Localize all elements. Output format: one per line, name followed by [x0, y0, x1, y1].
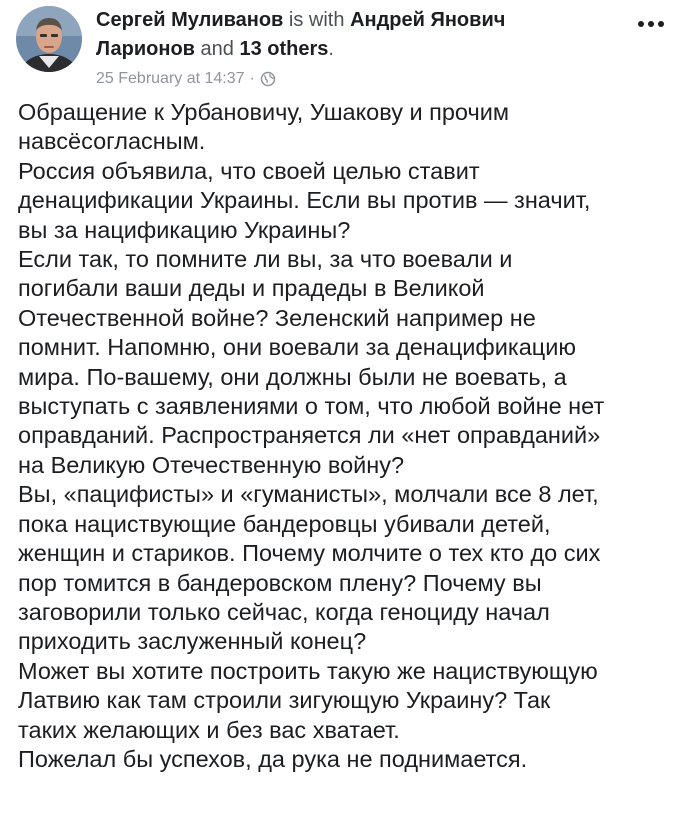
- post-paragraph: Если так, то помните ли вы, за что воевали и погибали ваши деды и прадеды в Великой Отечественной войне? Зеленский например не помнит. Напомню, они воевали за денацификацию мира. По-вашему, они должны были не воевать, а выступать с заявлениями о том, что любой войне нет оправданий. Распространяется ли «нет оправданий» на Великую Отечественную войну?: [18, 246, 605, 478]
- is-with-text: is with: [288, 9, 345, 31]
- post-paragraph: Россия объявила, что своей целью ставит денацификации Украины. Если вы против — значит, вы за нацификацию Украины?: [18, 157, 591, 243]
- meta-separator: ·: [249, 70, 255, 87]
- more-options-icon-dot: [648, 21, 654, 27]
- more-options-button[interactable]: [631, 10, 671, 38]
- post-paragraph: Обращение к Урбановичу, Ушакову и прочим навсёсогласным.: [18, 99, 510, 155]
- avatar-photo-icon: [16, 6, 82, 72]
- others-link[interactable]: 13 others: [239, 38, 329, 60]
- globe-icon[interactable]: [260, 71, 276, 87]
- and-text: and: [200, 38, 234, 60]
- post-paragraph: Пожелал бы успехов, да рука не поднимается.: [18, 745, 528, 772]
- author-avatar[interactable]: [16, 6, 82, 72]
- tagged-person-link[interactable]: Андрей Янович Ларионов: [96, 9, 506, 60]
- post-paragraph: Вы, «пацифисты» и «гуманисты», молчали все 8 лет, пока нациствующие бандеровцы убивали детей, женщин и стариков. Почему молчите о тех кто до сих пор томится в бандеровском плену? Почему вы заговорили только сейчас, когда геноциду начал приходить заслуженный конец?: [18, 481, 601, 655]
- more-options-icon: [638, 21, 644, 27]
- period-text: .: [328, 38, 334, 60]
- more-options-icon-dot: [658, 21, 664, 27]
- author-name-link[interactable]: Сергей Муливанов: [96, 9, 284, 31]
- post-meta: [96, 68, 596, 90]
- post-header: [96, 6, 596, 90]
- post-body: [18, 98, 682, 774]
- post-header-line: [96, 6, 596, 64]
- post-timestamp-link[interactable]: 25 February at 14:37: [96, 70, 245, 87]
- post-paragraph: Может вы хотите построить такую же нациствующую Латвию как там строили зигующую Украину? Так таких желающих и без вас хватает.: [18, 657, 598, 743]
